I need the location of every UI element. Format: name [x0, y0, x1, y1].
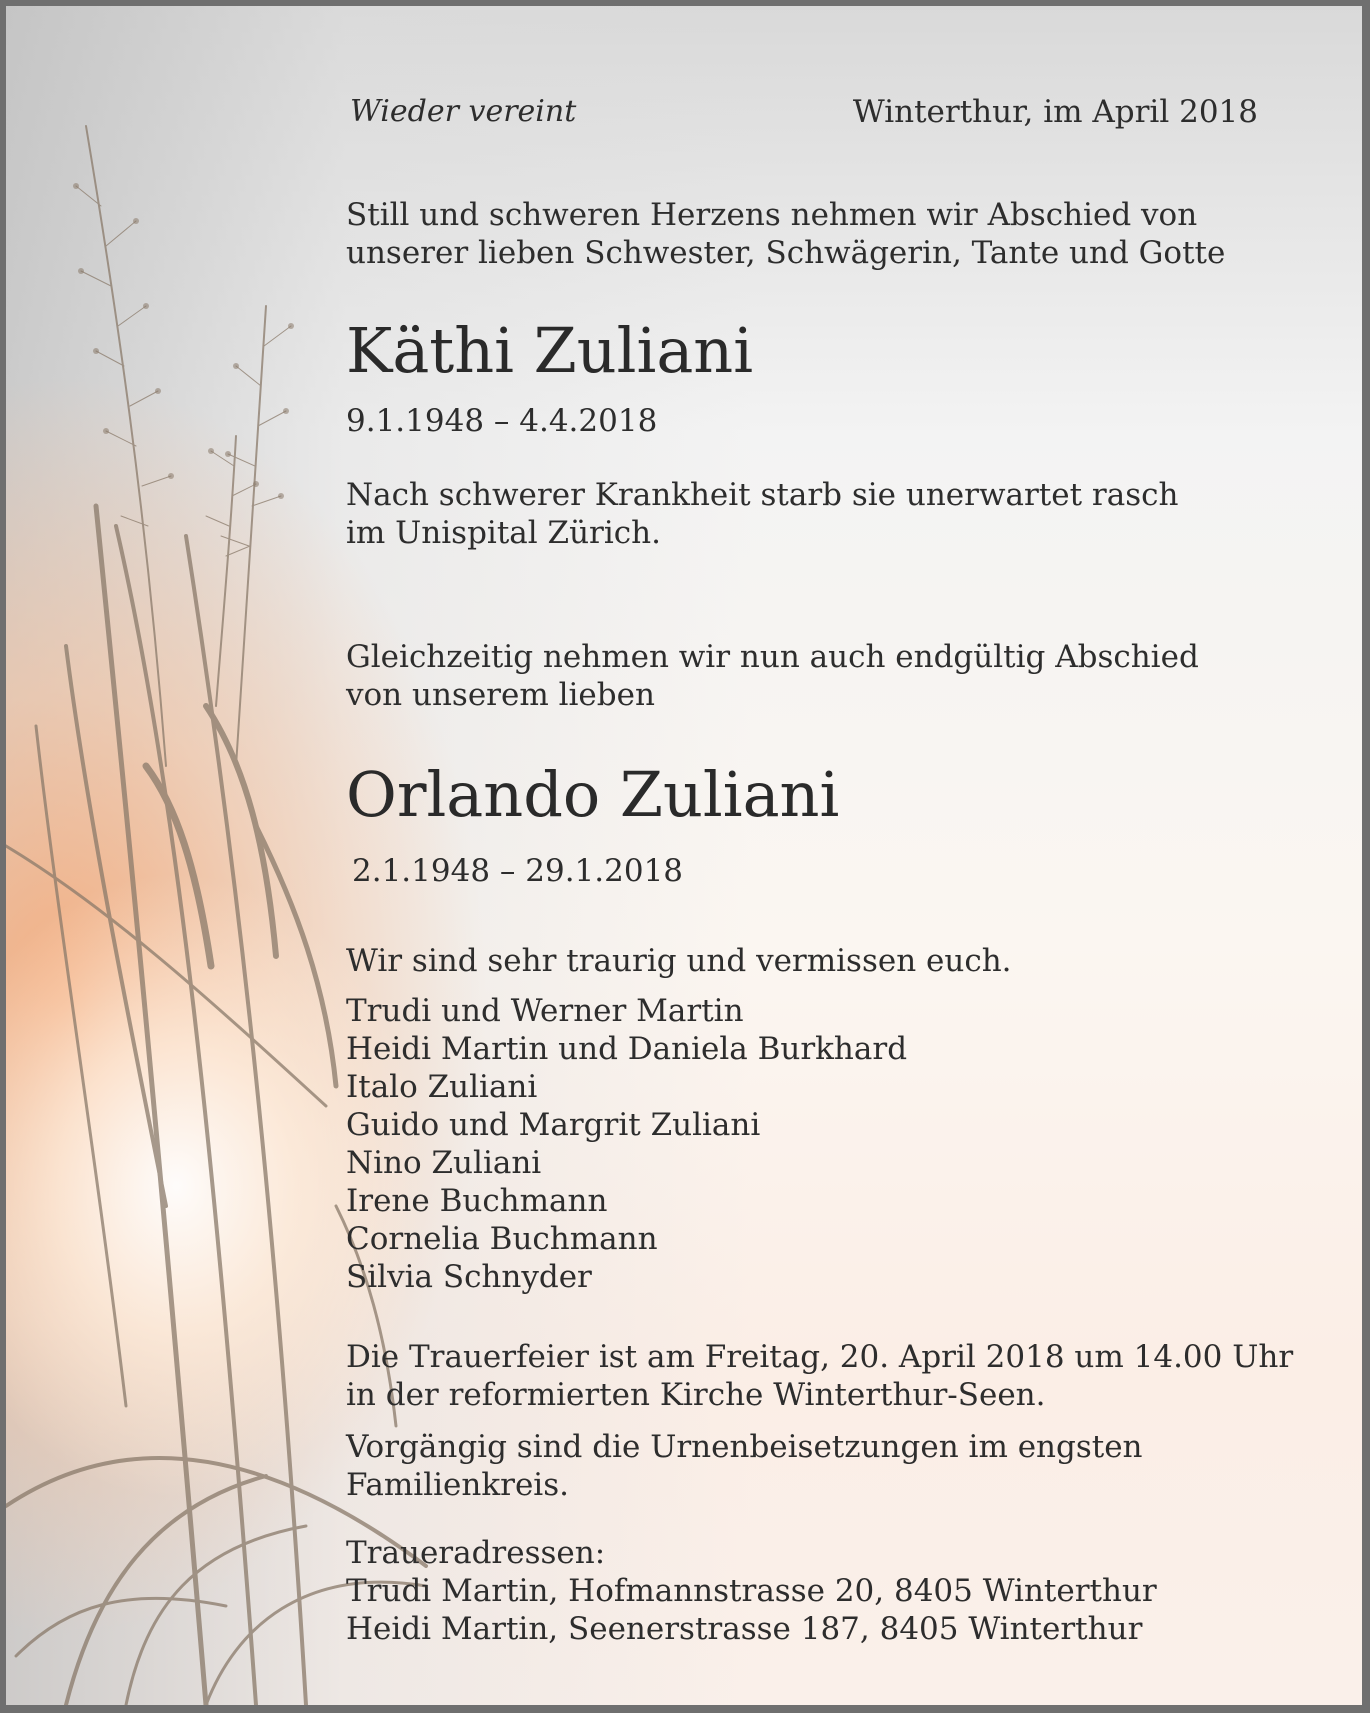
service-info	[346, 1338, 1293, 1414]
mourners-list	[346, 992, 907, 1296]
mourner-name: Heidi Martin und Daniela Burkhard	[346, 1031, 908, 1067]
intro-2-text	[346, 638, 1199, 714]
address-line: Heidi Martin, Seenerstrasse 187, 8405 Winterthur	[346, 1611, 1143, 1647]
place-and-date: Winterthur, im April 2018	[852, 94, 1258, 130]
deceased-2-dates: 2.1.1948 – 29.1.2018	[352, 853, 684, 889]
service-line: Die Trauerfeier ist am Freitag, 20. April 2018 um 14.00 Uhr	[346, 1339, 1294, 1375]
addresses	[346, 1534, 1157, 1648]
intro-line: Still und schweren Herzens nehmen wir Abschied von	[346, 197, 1198, 233]
mourner-name: Guido und Margrit Zuliani	[346, 1107, 761, 1143]
intro-text	[346, 196, 1225, 272]
note-line: im Unispital Zürich.	[346, 515, 661, 551]
mourner-name: Italo Zuliani	[346, 1069, 538, 1105]
note-line: Nach schwerer Krankheit starb sie unerwartet rasch	[346, 477, 1179, 513]
address-line: Trudi Martin, Hofmannstrasse 20, 8405 Winterthur	[346, 1573, 1157, 1609]
intro-2-line: Gleichzeitig nehmen wir nun auch endgültig Abschied	[346, 639, 1199, 675]
deceased-1-note	[346, 476, 1178, 552]
deceased-1-name: Käthi Zuliani	[346, 314, 754, 387]
service-line: in der reformierten Kirche Winterthur-Seen.	[346, 1377, 1046, 1413]
mourner-name: Nino Zuliani	[346, 1145, 542, 1181]
mourner-name: Irene Buchmann	[346, 1183, 608, 1219]
deceased-1-dates: 9.1.1948 – 4.4.2018	[346, 403, 658, 439]
intro-line: unserer lieben Schwester, Schwägerin, Tante und Gotte	[346, 235, 1226, 271]
urn-info	[346, 1428, 1143, 1504]
mourner-name: Silvia Schnyder	[346, 1259, 592, 1295]
mourners-statement: Wir sind sehr traurig und vermissen euch.	[346, 943, 1012, 979]
addresses-heading: Traueradressen:	[346, 1535, 606, 1571]
mourner-name: Trudi und Werner Martin	[346, 993, 744, 1029]
deceased-2-name: Orlando Zuliani	[346, 758, 840, 831]
urn-line: Familienkreis.	[346, 1467, 569, 1503]
urn-line: Vorgängig sind die Urnenbeisetzungen im engsten	[346, 1429, 1143, 1465]
intro-2-line: von unserem lieben	[346, 677, 655, 713]
motto: Wieder vereint	[350, 94, 577, 129]
mourner-name: Cornelia Buchmann	[346, 1221, 658, 1257]
obituary-card	[6, 6, 1362, 1705]
